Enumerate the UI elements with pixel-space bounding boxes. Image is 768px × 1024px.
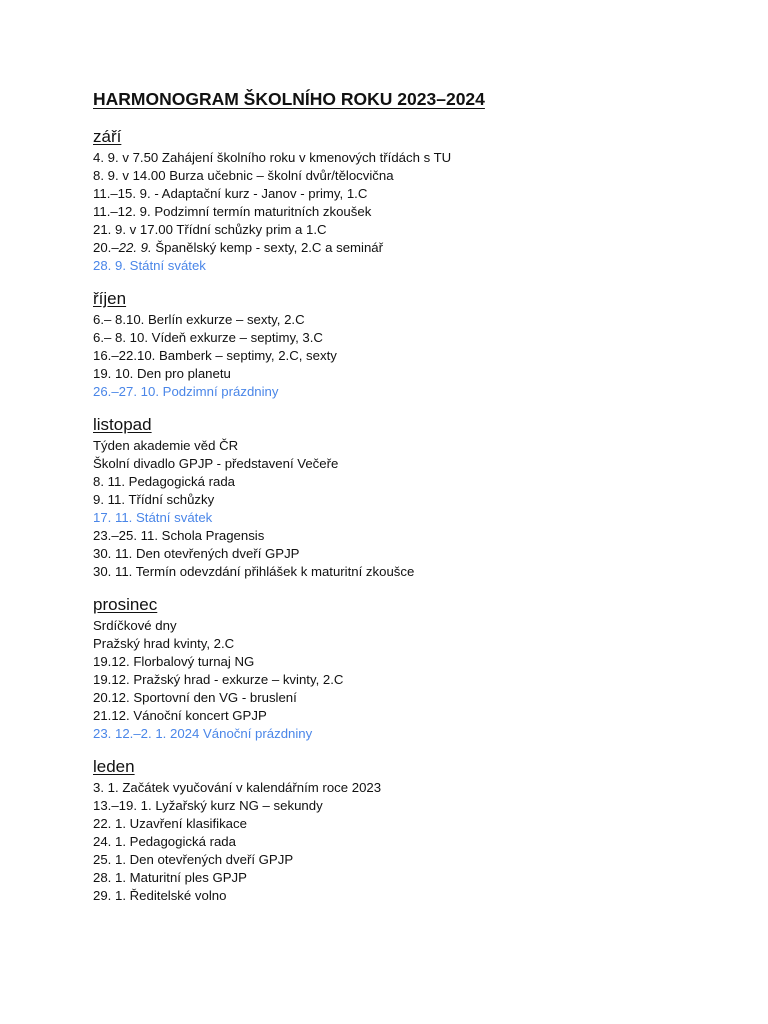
- event-entry: [93, 221, 733, 239]
- event-entry: [93, 167, 733, 185]
- event-text: 11.–12. 9. Podzimní termín maturitních zkoušek: [93, 204, 372, 219]
- event-list: [93, 311, 733, 401]
- event-date-italic: 22. 9.: [118, 240, 152, 255]
- event-entry: [93, 365, 733, 383]
- event-text: 3. 1. Začátek vyučování v kalendářním roce 2023: [93, 780, 382, 795]
- month-heading: leden: [93, 757, 135, 776]
- event-text: 19. 10. Den pro planetu: [93, 366, 231, 381]
- event-text: 9. 11. Třídní schůzky: [93, 492, 215, 507]
- event-entry: [93, 653, 733, 671]
- event-text: 25. 1. Den otevřených dveří GPJP: [93, 852, 294, 867]
- month-section: [93, 594, 733, 743]
- event-text: 8. 11. Pedagogická rada: [93, 474, 235, 489]
- event-entry: [93, 527, 733, 545]
- event-entry: [93, 455, 733, 473]
- month-heading: listopad: [93, 415, 152, 434]
- event-text: 11.–15. 9. - Adaptační kurz - Janov - primy, 1.C: [93, 186, 368, 201]
- month-section: [93, 414, 733, 581]
- event-text: 21.12. Vánoční koncert GPJP: [93, 708, 267, 723]
- event-entry: [93, 635, 733, 653]
- event-list: [93, 779, 733, 905]
- document-title: HARMONOGRAM ŠKOLNÍHO ROKU 2023–2024: [93, 89, 485, 109]
- event-text: Školní divadlo GPJP - představení Večeře: [93, 456, 339, 471]
- event-text: Srdíčkové dny: [93, 618, 177, 633]
- event-entry: [93, 887, 733, 905]
- event-entry: [93, 797, 733, 815]
- event-text: 30. 11. Termín odevzdání přihlášek k maturitní zkoušce: [93, 564, 415, 579]
- event-text: 28. 1. Maturitní ples GPJP: [93, 870, 247, 885]
- event-text: 6.– 8. 10. Vídeň exkurze – septimy, 3.C: [93, 330, 323, 345]
- event-entry: [93, 185, 733, 203]
- event-list: [93, 617, 733, 743]
- holiday-entry: [93, 257, 733, 275]
- event-entry: [93, 311, 733, 329]
- event-entry: [93, 617, 733, 635]
- holiday-entry: [93, 725, 733, 743]
- event-entry: [93, 149, 733, 167]
- event-entry: [93, 437, 733, 455]
- event-text: 17. 11. Státní svátek: [93, 510, 213, 525]
- event-text: 30. 11. Den otevřených dveří GPJP: [93, 546, 300, 561]
- event-entry: [93, 203, 733, 221]
- event-list: [93, 149, 733, 275]
- month-heading: prosinec: [93, 595, 158, 614]
- event-entry: [93, 833, 733, 851]
- event-text: 6.– 8.10. Berlín exkurze – sexty, 2.C: [93, 312, 305, 327]
- event-text: 19.12. Pražský hrad - exkurze – kvinty, 2.C: [93, 672, 344, 687]
- event-entry: [93, 851, 733, 869]
- event-list: [93, 437, 733, 581]
- month-heading: říjen: [93, 289, 127, 308]
- month-sections: [93, 126, 733, 905]
- event-text: 20.–: [93, 240, 119, 255]
- event-text: 26.–27. 10. Podzimní prázdniny: [93, 384, 279, 399]
- event-entry: [93, 563, 733, 581]
- event-text: 23. 12.–2. 1. 2024 Vánoční prázdniny: [93, 726, 313, 741]
- event-entry: [93, 779, 733, 797]
- event-entry: [93, 239, 733, 257]
- event-text-rest: Španělský kemp - sexty, 2.C a seminář: [151, 240, 384, 255]
- event-text: 4. 9. v 7.50 Zahájení školního roku v kmenových třídách s TU: [93, 150, 452, 165]
- event-text: 20.12. Sportovní den VG - bruslení: [93, 690, 297, 705]
- document-page: [93, 88, 733, 918]
- holiday-entry: [93, 383, 733, 401]
- event-text: 16.–22.10. Bamberk – septimy, 2.C, sexty: [93, 348, 337, 363]
- event-entry: [93, 815, 733, 833]
- event-text: Pražský hrad kvinty, 2.C: [93, 636, 235, 651]
- event-text: Týden akademie věd ČR: [93, 438, 239, 453]
- event-entry: [93, 473, 733, 491]
- month-section: [93, 126, 733, 275]
- event-entry: [93, 671, 733, 689]
- event-text: 23.–25. 11. Schola Pragensis: [93, 528, 265, 543]
- month-heading: září: [93, 127, 122, 146]
- event-text: 21. 9. v 17.00 Třídní schůzky prim a 1.C: [93, 222, 327, 237]
- holiday-entry: [93, 509, 733, 527]
- event-text: 13.–19. 1. Lyžařský kurz NG – sekundy: [93, 798, 323, 813]
- event-text: 24. 1. Pedagogická rada: [93, 834, 236, 849]
- month-section: [93, 288, 733, 401]
- month-section: [93, 756, 733, 905]
- event-entry: [93, 329, 733, 347]
- event-text: 22. 1. Uzavření klasifikace: [93, 816, 247, 831]
- event-entry: [93, 491, 733, 509]
- event-entry: [93, 689, 733, 707]
- event-text: 19.12. Florbalový turnaj NG: [93, 654, 255, 669]
- event-entry: [93, 347, 733, 365]
- event-text: 8. 9. v 14.00 Burza učebnic – školní dvůr/tělocvična: [93, 168, 394, 183]
- event-entry: [93, 869, 733, 887]
- event-text: 28. 9. Státní svátek: [93, 258, 206, 273]
- event-entry: [93, 707, 733, 725]
- event-text: 29. 1. Ředitelské volno: [93, 888, 227, 903]
- event-entry: [93, 545, 733, 563]
